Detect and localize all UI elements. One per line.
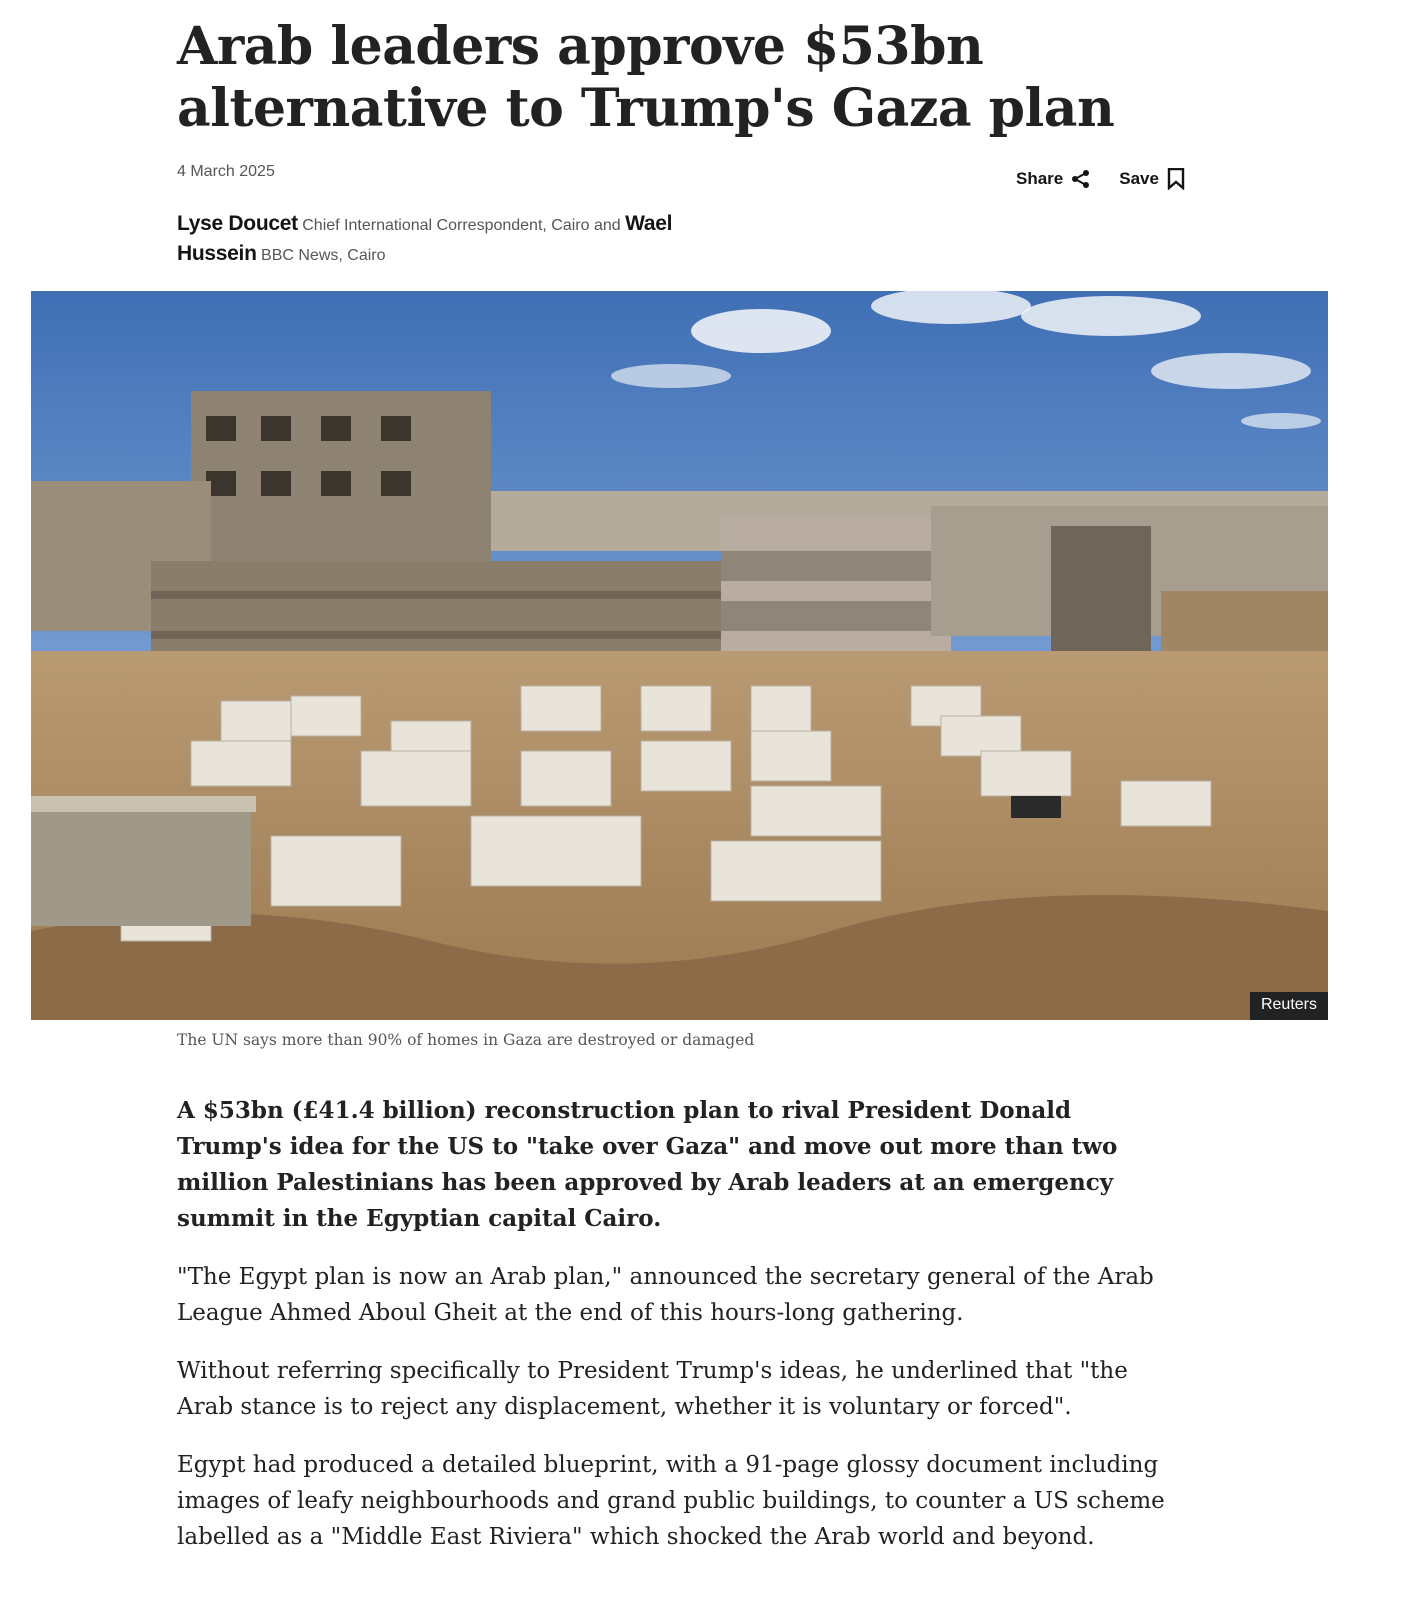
article-headline: Arab leaders approve $53bn alternative to Trump's Gaza plan xyxy=(177,16,1115,139)
author-name[interactable]: Wael Hussein xyxy=(177,212,673,265)
body-paragraph: "The Egypt plan is now an Arab plan," announced the secretary general of the Arab League Ahmed Aboul Gheit at the end of this hours-long gathering. xyxy=(177,1264,1154,1326)
share-label: Share xyxy=(1016,169,1064,188)
article-date: 4 March 2025 xyxy=(177,163,275,180)
author-name[interactable]: Lyse Doucet xyxy=(177,212,298,235)
save-button[interactable] xyxy=(1119,168,1185,190)
article-actions xyxy=(1016,168,1185,190)
bookmark-icon xyxy=(1167,168,1185,190)
article-body xyxy=(177,1093,1177,1577)
hero-image xyxy=(31,291,1328,1020)
image-caption: The UN says more than 90% of homes in Gaza are destroyed or damaged xyxy=(177,1031,755,1049)
author-role: BBC News, Cairo xyxy=(261,247,386,264)
save-label: Save xyxy=(1119,169,1159,188)
gaza-tents-photo xyxy=(31,291,1328,1020)
share-button[interactable] xyxy=(1016,169,1091,189)
image-credit: Reuters xyxy=(1250,992,1328,1020)
body-paragraph: Egypt had produced a detailed blueprint, with a 91-page glossy document including images of leafy neighbourhoods and grand public buildings, to counter a US scheme labelled as a "Middle East Riviera" which shocked the Arab world and beyond. xyxy=(177,1452,1165,1550)
byline xyxy=(177,210,737,270)
share-icon xyxy=(1071,169,1091,189)
body-paragraph: Without referring specifically to President Trump's ideas, he underlined that "the Arab stance is to reject any displacement, whether it is voluntary or forced". xyxy=(177,1358,1128,1420)
author-role: Chief International Correspondent, Cairo and xyxy=(302,217,621,234)
lead-paragraph: A $53bn (£41.4 billion) reconstruction plan to rival President Donald Trump's idea for the US to "take over Gaza" and move out more than two million Palestinians has been approved by Arab leaders at an emergency summit in the Egyptian capital Cairo. xyxy=(177,1097,1118,1232)
